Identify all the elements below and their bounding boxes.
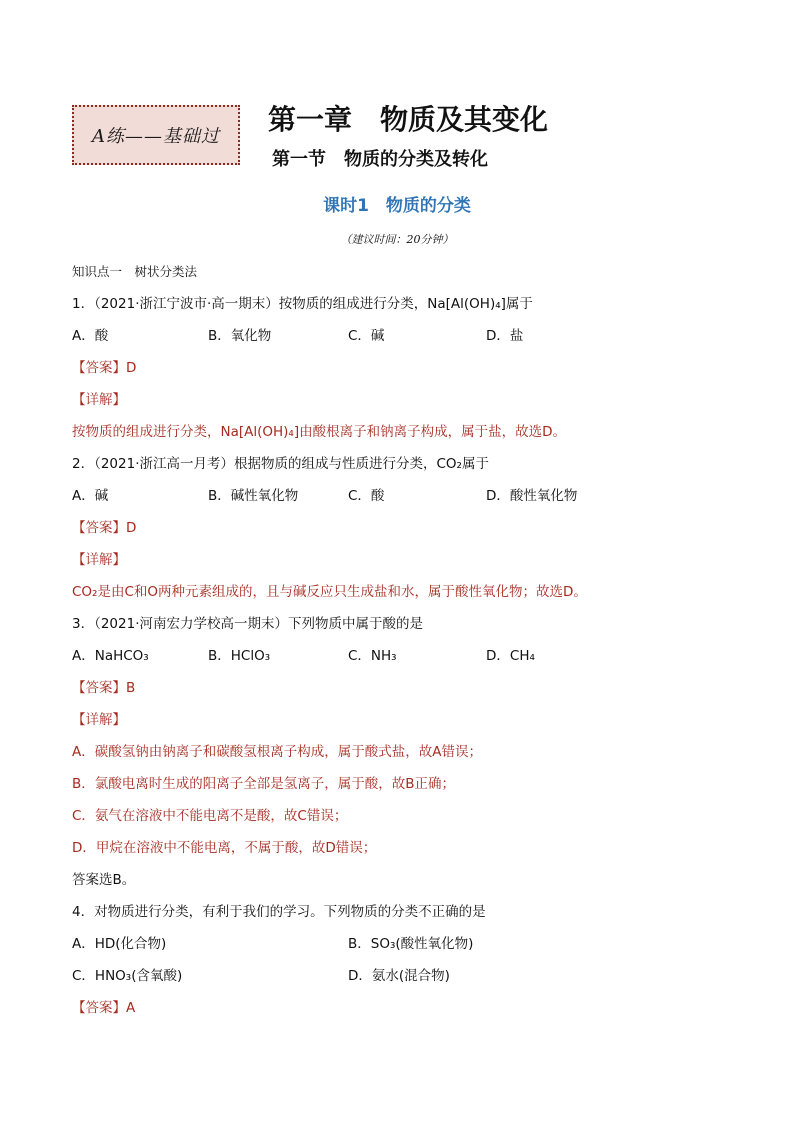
q2-option-a: A．碱 (72, 488, 109, 504)
topic-heading: 知识点一 树状分类法 (72, 264, 198, 279)
q4-option-a: A．HD(化合物) (72, 936, 167, 952)
q4-answer: 【答案】A (72, 1000, 136, 1016)
section-title: 第一节 物质的分类及转化 (272, 149, 488, 170)
question-3-stem: 3．（2021·河南宏力学校高一期末）下列物质中属于酸的是 (72, 616, 423, 632)
q3-option-b: B．HClO₃ (208, 648, 271, 664)
q3-explanation-c: C．氨气在溶液中不能电离不是酸，故C错误； (72, 808, 348, 824)
q1-option-b: B．氧化物 (208, 328, 272, 344)
q4-option-d: D．氨水(混合物) (348, 968, 450, 984)
q3-option-d: D．CH₄ (486, 648, 535, 664)
q1-explanation: 按物质的组成进行分类，Na[Al(OH)₄]由酸根离子和钠离子构成，属于盐，故选D。 (72, 424, 567, 440)
lesson-title: 课时1 物质的分类 (323, 196, 471, 216)
q1-option-a: A．酸 (72, 328, 109, 344)
q3-explanation-a: A．碳酸氢钠由钠离子和碳酸氢根离子构成，属于酸式盐，故A错误； (72, 744, 482, 760)
q1-detail-label: 【详解】 (72, 392, 126, 408)
time-note: （建议时间：20分钟） (340, 233, 454, 246)
question-1-stem: 1．（2021·浙江宁波市·高一期末）按物质的组成进行分类，Na[Al(OH)₄]属于 (72, 296, 533, 312)
q3-answer: 【答案】B (72, 680, 136, 696)
q4-option-c: C．HNO₃(含氧酸) (72, 968, 183, 984)
q2-answer: 【答案】D (72, 520, 137, 536)
q3-explanation-d: D．甲烷在溶液中不能电离，不属于酸，故D错误； (72, 840, 377, 856)
q2-explanation: CO₂是由C和O两种元素组成的，且与碱反应只生成盐和水，属于酸性氧化物；故选D。 (72, 584, 587, 600)
chapter-title: 第一章 物质及其变化 (268, 103, 549, 136)
question-4-stem: 4．对物质进行分类，有利于我们的学习。下列物质的分类不正确的是 (72, 904, 486, 920)
question-2-stem: 2．（2021·浙江高一月考）根据物质的组成与性质进行分类，CO₂属于 (72, 456, 489, 472)
q1-answer: 【答案】D (72, 360, 137, 376)
q2-option-c: C．酸 (348, 488, 385, 504)
q3-option-c: C．NH₃ (348, 648, 397, 664)
q3-conclusion: 答案选B。 (72, 872, 136, 888)
section-badge: A练——基础过 (72, 105, 240, 165)
q3-explanation-b: B．氯酸电离时生成的阳离子全部是氢离子，属于酸，故B正确； (72, 776, 456, 792)
q4-option-b: B．SO₃(酸性氧化物) (348, 936, 474, 952)
q1-option-d: D．盐 (486, 328, 524, 344)
q2-option-b: B．碱性氧化物 (208, 488, 299, 504)
q1-option-c: C．碱 (348, 328, 385, 344)
q3-detail-label: 【详解】 (72, 712, 126, 728)
q2-option-d: D．酸性氧化物 (486, 488, 578, 504)
q2-detail-label: 【详解】 (72, 552, 126, 568)
q3-option-a: A．NaHCO₃ (72, 648, 149, 664)
